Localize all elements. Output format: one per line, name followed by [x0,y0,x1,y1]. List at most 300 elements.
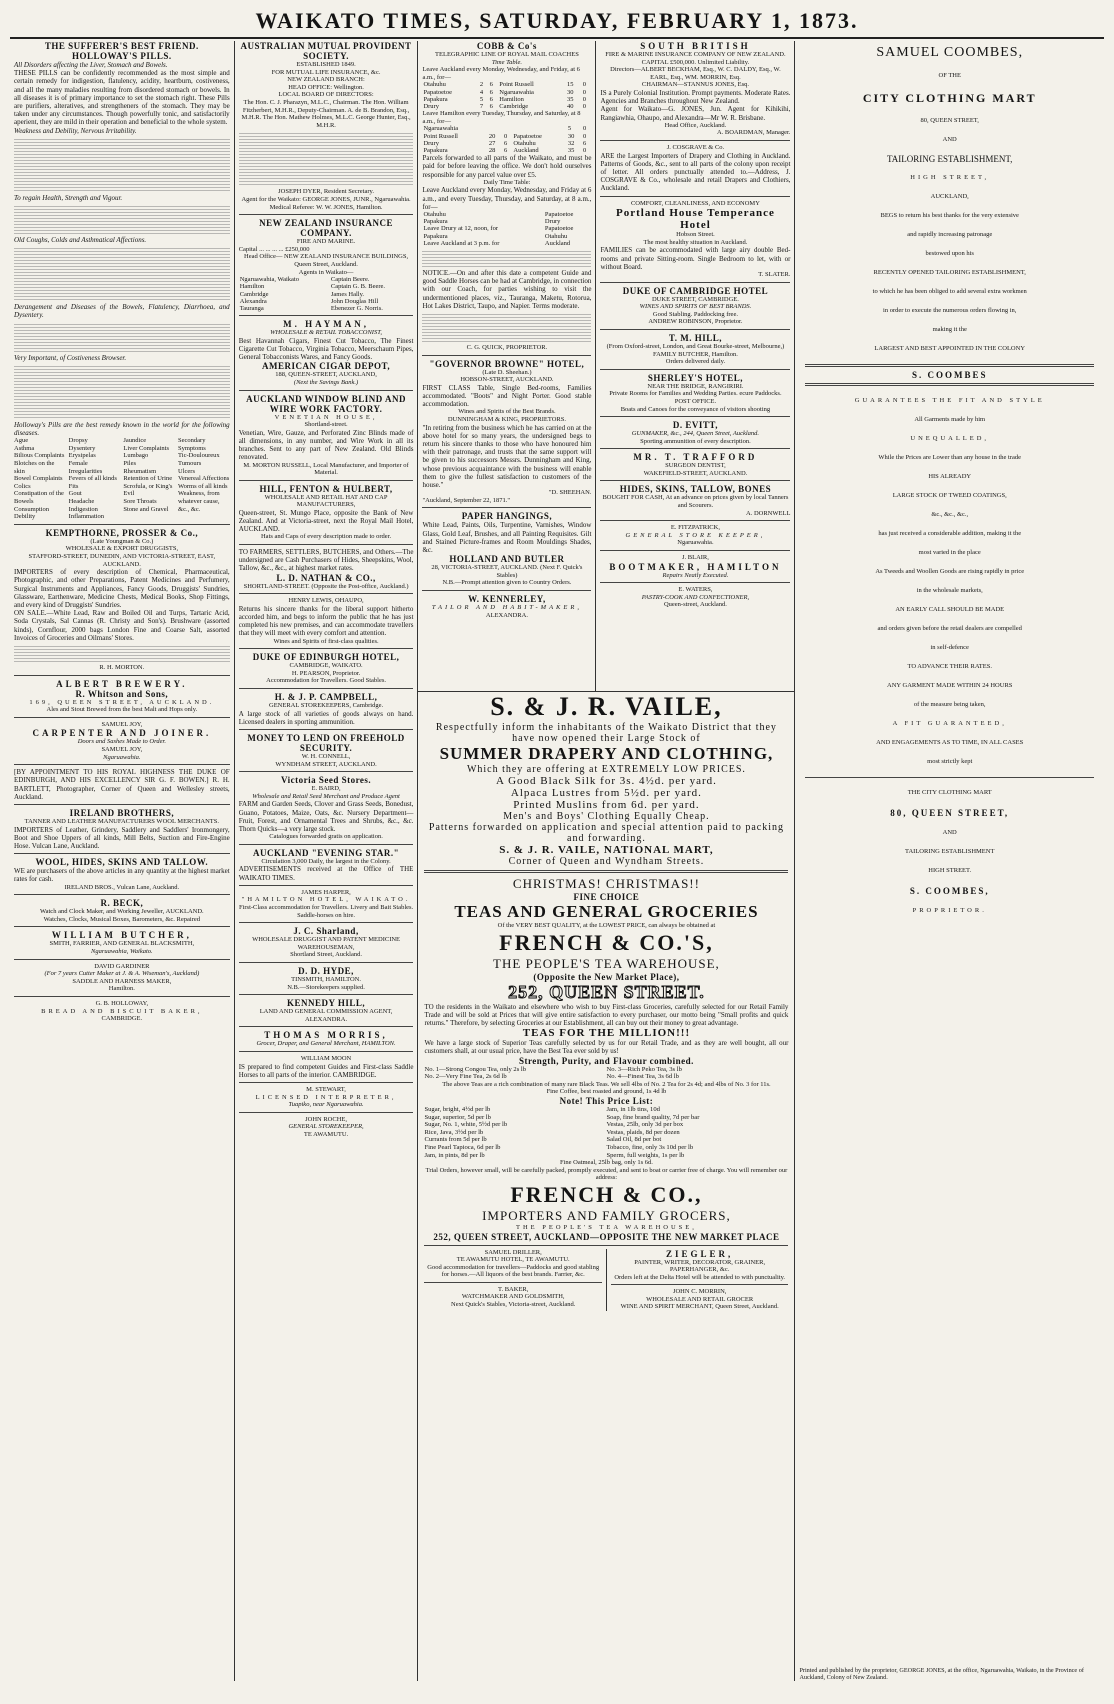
duke-cambridge-wines: WINES AND SPIRITS OF BEST BRANDS. [639,303,752,311]
coombes-line: and rapidly increasing patronage [907,231,993,238]
coombes-line: TO ADVANCE THEIR RATES. [907,663,992,670]
timetable-cell: Ngaruawahia [423,125,459,133]
price-item: Rice, Java, 3½d per lb [424,1128,484,1136]
bottom-ads [424,1249,788,1312]
duke-edinburgh-heading: DUKE OF EDINBURGH HOTEL, [252,652,400,663]
kennerley-address: ALEXANDRA. [485,611,528,619]
coombes-tailoring: TAILORING ESTABLISHMENT, [887,154,1013,164]
wool-body: WE are purchasers of the above articles in any quantity at the highest market rates for cash. [14,867,230,884]
agent-cell: Ngaruawahia, Waikato [239,276,299,284]
timetable-cell: 6 [489,95,493,103]
coombes-high-street: HIGH STREET, [910,174,990,181]
timetable-cell: 4 [479,88,484,96]
governor-browne-signature: "D. SHEEHAN. [548,489,592,497]
vaile-prices: Which they are offering at EXTREMELY LOW PRICES. [466,764,746,775]
timetable-cell: Ngaruawahia [499,88,534,96]
cobb-body-2: Leave Hamilton every Tuesday, Thursday, and Saturday, at 8 a.m., for— [422,110,581,125]
paper-hangings-body: White Lead, Paints, Oils, Turpentine, Varnishes, Window Glass, Gold Leaf, Brushes, and all Painting Requisites. Gilt and Stained Picture-frames and Room Mouldings Shades, &c. [422,521,592,555]
disease-item: Bilious Complaints [14,452,65,460]
duke-cambridge-address: DUKE STREET, CAMBRIDGE. [651,295,739,303]
disease-item: Constipation of the Bowels [14,490,64,505]
south-british-title: FIRE & MARINE INSURANCE COMPANY OF NEW ZEALAND. [605,51,786,58]
portland-signature: T. SLATER. [758,270,791,278]
disease-item: Retention of Urine [123,475,173,483]
disease-item: Sore Throats [123,498,157,505]
amp-title: FOR MUTUAL LIFE INSURANCE, &c. [271,68,381,76]
stop-row [422,225,591,232]
nathan-heading: L. D. NATHAN & CO., [276,572,376,583]
coombes-line: in order to execute the numerous orders flowing in, [883,307,1017,314]
waters-trade: PASTRY-COOK AND CONFECTIONER, [641,593,750,601]
gardiner-trade: SADDLE AND HARNESS MAKER, [72,977,172,985]
butcher-heading: WILLIAM BUTCHER, [51,930,192,941]
vaile-address: Corner of Queen and Wyndham Streets. [508,856,705,867]
lewis-sub: Wines and Spirits of first-class qualities. [273,637,379,645]
price-item: Vestas, plaids, 8d per dozen [606,1128,680,1136]
stop-cell: Papatoetoe [544,225,574,233]
kempthorne-address: STAFFORD-STREET, DUNEDIN, AND VICTORIA-STREET, EAST, AUCKLAND. [28,552,216,568]
coombes-line: LARGEST AND BEST APPOINTED IN THE COLONY [874,345,1026,352]
fitzpatrick-address: Ngaruawahia. [677,539,714,547]
coombes-line: most strictly kept [927,758,973,765]
evening-star-body: Circulation 3,000 Daily, the largest in the Colony. [261,857,391,865]
agent-cell: Captain G. B. Beere. [330,283,386,291]
timetable-cell: Point Russell [423,132,458,140]
albert-brewery-name: R. Whitson and Sons, [75,688,169,699]
stop-cell: Papakura [423,218,448,226]
coombes-line: All Garments made by him [914,416,986,423]
coombes-line: to which he has been obliged to add several extra workmen [872,288,1027,295]
stop-cell: Auckland [544,239,571,247]
coombes-line: 80, QUEEN STREET, [890,808,1010,818]
timetable-cell: Point Russell [499,81,534,89]
waters-address: Queen-street, Auckland. [663,601,727,609]
coombes-line: has just received a considerable addition, making it the [878,530,1022,537]
dornwell-heading: HIDES, SKINS, TALLOW, BONES [619,484,772,495]
timetable-cell: Drury [423,102,439,110]
timetable-cell: 15 [567,81,574,89]
tea-million-heading: TEAS FOR THE MILLION!!! [522,1027,691,1040]
coombes-address: 80, QUEEN STREET, [920,117,979,124]
vaile-title: S. & J. R. VAILE, [490,692,723,721]
joy-address: Ngaruawahia. [103,753,141,761]
duke-cambridge-proprietor: ANDREW ROBINSON, Proprietor. [648,318,743,326]
nzi-agents-label: Agents in Waikato— [298,268,354,276]
kempthorne-sub: (Late Youngman & Co.) [90,537,154,545]
text-block [422,249,591,267]
text-block [14,364,230,419]
coombes-line: HIGH STREET. [928,867,972,874]
sherley-body: Private Rooms for Families and Wedding Parties. ecure Paddocks. [609,390,782,398]
disease-item: Debility [14,513,36,521]
ireland-trade: TANNER AND LEATHER MANUFACTURERS WOOL MERCHANTS. [24,817,220,825]
seed-stores-name: E. BAIRD, [311,785,341,793]
holloway-body: THESE PILLS can be confidently recommended as the most simple and certain remedy for indigestion, flatulency, acidity, heartburn, costiveness, and all the many maladies resulting from disordered stomach or bowels. In all diseases it is of primary importance to set the stomach right. These Pills are purifiers, alteratives, and strengtheners of the stomach. They may be taken under any circumstances. Though powerfully tonic, and satisfactorily aperient, they are mild in their operation and beneficial to the whole system. [14,69,230,127]
moon-heading: WILLIAM MOON [300,1054,352,1062]
butcher-address: Ngaruawahia, Waikato. [90,947,153,955]
french-footer-name: FRENCH & CO., [510,1181,703,1207]
amp-directors-label: LOCAL BOARD OF DIRECTORS: [278,91,374,99]
text-block [14,246,230,301]
timetable-cell: Otahuhu [513,139,536,147]
disease-item: Jaundice [123,437,147,445]
morrin-trade: WHOLESALE AND RETAIL GROCER [646,1295,754,1303]
stop-row [422,211,591,218]
timetable-cell: Papakura [423,95,448,103]
coombes-line: bestowed upon his [925,250,974,257]
nzi-office: Head Office— NEW ZEALAND INSURANCE BUILDINGS, Queen Street, Auckland. [244,253,409,268]
timetable-cell: Papatoetoe [513,132,542,140]
vaile-footer: S. & J. R. VAILE, NATIONAL MART, [499,844,714,856]
waters-heading: E. WATERS, [678,586,713,594]
text-block [14,204,230,234]
timetable-cell: 30 [567,132,575,140]
timetable-cell: 6 [489,88,493,96]
coombes-signature: S. COOMBES, [909,886,990,896]
timetable-cell: 0 [582,88,586,96]
campbell-trade: GENERAL STOREKEEPERS, Cambridge. [269,702,384,710]
beck-sub: Watches, Clocks, Musical Boxes, Barometers, &c. Repaired [43,915,201,923]
trafford-heading: MR. T. TRAFFORD [633,452,758,463]
coombes-line: While the Prices are Lower than any house in the trade [878,454,1022,461]
coombes-line: in the wholesale markets, [916,587,983,594]
governor-browne-heading: "GOVERNOR BROWNE" HOTEL, [429,358,585,369]
ziegler-heading: ZIEGLER, [666,1248,734,1259]
price-list-left [424,1106,606,1159]
coombes-line: in self-defence [930,644,969,651]
driller-heading: SAMUEL DRILLER, [484,1248,542,1256]
driller-body: Good accommodation for travellers—Paddocks and good stabling for horses.—All liquors of the best brands. Farrier, &c. [427,1263,600,1279]
timetable-row [422,147,591,154]
stop-row [422,233,591,240]
amp-secretary: JOSEPH DYER, Resident Secretary. [278,188,374,196]
agent-cell: John Douglas Hill [330,297,379,305]
price-item: Jam, in 1lb tins, 10d [606,1105,660,1113]
campbell-heading: H. & J. P. CAMPBELL, [274,692,378,703]
middle-top [418,41,794,692]
timetable-cell: 6 [504,139,508,147]
timetable-cell: 2 [479,81,484,89]
blair-sub: Repairs Neatly Executed. [662,571,729,579]
tea-col [424,1066,606,1081]
ireland-heading: IRELAND BROTHERS, [69,807,175,818]
agent-cell: Alexandra [239,297,267,305]
holloway-heading: THE SUFFERER'S BEST FRIEND. [44,41,199,51]
joy-heading: SAMUEL JOY, [101,720,143,728]
harper-sub: First-Class accommodation for Travellers. Livery and Bait Stables. Saddle-horses on hire. [238,904,414,919]
nzi-capital: Capital ... ... ... ... £250,000 [238,245,310,253]
timetable-row [422,125,591,132]
gardiner-address: Hamilton. [108,985,135,993]
price-item: Soap, fine brand quality, 7d per bar [606,1113,700,1121]
french-body-3: The above Teas are a rich combination of many rare Black Teas. We sell 4lbs of No. 2 Tea for 2s 4d; and 4lbs of No. 3 for 11s. [442,1080,771,1088]
agent-cell: James Hally. [330,290,365,298]
timetable-cell: Cambridge [499,102,529,110]
blind-factory-house: VENETIAN HOUSE, [274,413,378,421]
spanning-ads [418,692,794,1612]
kennerley-trade: TAILOR AND HABIT-MAKER, [431,604,582,612]
governor-browne-address: HOBSON-STREET, AUCKLAND. [460,376,554,384]
cobb-proprietor: C. G. QUICK, PROPRIETOR. [466,344,548,352]
timetable-cell: 35 [567,95,574,103]
sherley-address: NEAR THE BRIDGE, RANGIRIRI. [647,382,744,390]
printer-imprint: Printed and published by the proprietor, GEORGE JONES, at the office, Ngaruawahia, Waikato, in the Province of Auckland, Colony of New Zealand. [799,1667,1084,1681]
timetable-cell: 32 [567,139,575,147]
governor-browne-letter: "In retiring from the business which he has carried on at the above hotel for so many years, the undersigned begs to return his sincere thanks to those who have honoured him with their patronage, and trusts that the same support will be given to his successors Messrs. Dunningham and King, whose previous acquaintance with the business will enable them to give the fullest satisfaction to customers of the house." [422,423,592,490]
disease-item: Secondary Symptoms [178,437,206,452]
kennerley-heading: W. KENNERLEY, [468,594,546,605]
stop-cell: Otahuhu [544,232,568,240]
disease-item: Lumbago [123,452,149,460]
evitt-sub: Sporting ammunition of every description. [640,437,751,445]
stop-cell: Leave Auckland at 3 p.m. for [423,239,500,247]
coombes-auckland: AUCKLAND, [930,193,969,200]
bottom-ads-left [424,1249,607,1312]
text-block [14,137,230,192]
driller-address: TE AWAMUTU HOTEL, TE AWAMUTU. [456,1256,570,1264]
beck-heading: R. BECK, [100,898,144,909]
timetable-row [422,96,591,103]
hayman-body: Best Havannah Cigars, Finest Cut Tobacco, The Finest Cigarette Cut Tobacco, Virginia Tobacco, Meerschaum Pipes, General Tobacconists Wares, and Fancy Goods. [238,336,414,362]
ziegler-sub: Orders left at the Delta Hotel will be attended to with punctuality. [614,1273,786,1281]
timetable-row [422,89,591,96]
french-body-2: We have a large stock of Superior Teas carefully selected by us for our Retail Trade, and as they are well bought, all our customers shall, at our usual price, have the Best Tea ever sold by us! [424,1039,789,1056]
timetable-cell: Papatoetoe [423,88,452,96]
harper-hotel: "HAMILTON HOTEL, WAIKATO. [241,896,411,904]
duke-edinburgh-address: CAMBRIDGE, WAIKATO. [289,662,363,670]
money-heading: MONEY TO LEND ON FREEHOLD SECURITY. [247,733,405,754]
duke-edinburgh-sub: Accommodation for Travellers. Good Stables. [266,677,386,685]
price-item: Sugar, bright, 4½d per lb [424,1105,491,1113]
kennedy-hill-trade: LAND AND GENERAL COMMISSION AGENT, ALEXANDRA. [259,1008,393,1023]
french-intro: Of the VERY BEST QUALITY, at the LOWEST PRICE, can always be obtained at [497,922,716,929]
south-british-office: Head Office, Auckland. [664,121,727,129]
timetable-cell [503,125,512,132]
albert-brewery-heading: ALBERT BREWERY. [56,678,188,689]
governor-browne-date: "Auckland, September 22, 1871." [422,496,511,504]
paper-hangings-heading: PAPER HANGINGS, [461,511,553,522]
vaile-heading: SUMMER DRAPERY AND CLOTHING, [439,744,774,763]
ireland-body: IMPORTERS of Leather, Grindery, Saddlery and Saddlers' Ironmongery, Boot and Shoe Uppers of all kinds, Mill Belts, Suction and Fire-Engine Hose. Vulcan Lane, Auckland. [14,825,230,850]
duke-cambridge-sub: Good Stabling. Paddocking free. [652,310,738,318]
disease-item: Rheumatism [123,467,157,475]
advertisements-body: ADVERTISEMENTS received at the Office of THE WAIKATO TIMES. [238,865,414,882]
holloway-baker-trade: BREAD AND BISCUIT BAKER, [41,1007,203,1015]
disease-item: Piles [123,460,136,468]
disease-item: Bowel Complaints [14,475,63,483]
south-british-directors: Directors—ALBERT BECKHAM, Esq., W. C. DALDY, Esq., W. EARL, Esq., WM. MORRIN, Esq. [610,66,781,81]
disease-item: Fevers of all kinds [68,475,117,483]
hill-fenton-body: Queen-street, St. Mungo Place, opposite the Bank of New Zealand. And at Victoria-street, next the Royal Mail Hotel, AUCKLAND. [238,508,414,534]
roche-heading: JOHN ROCHE, [305,1115,348,1123]
south-british-body: IS a Purely Colonial Institution. Prompt payments. Moderate Rates. Agencies and Branches throughout New Zealand. [600,88,791,106]
coombes-line: of the measure being taken, [913,701,986,708]
cigar-depot-heading: AMERICAN CIGAR DEPOT, [262,361,391,372]
tea-item: No. 1—Strong Congou Tea, only 2s lb [424,1065,527,1073]
timetable-cell: Otahuhu [423,81,446,89]
french-footer-address: 252, QUEEN STREET, AUCKLAND—OPPOSITE THE NEW MARKET PLACE [433,1231,780,1242]
joy-trade: CARPENTER AND JOINER. [32,728,212,739]
column-5 [795,41,1104,1681]
french-opposite: (Opposite the New Market Place), [533,971,680,982]
timetable-cell: 27 [488,139,496,147]
disease-item: Weakness, from whatever cause, &c., &c. [178,490,220,513]
coombes-line: HIS ALREADY [928,473,972,480]
bartlett-body: [BY APPOINTMENT TO HIS ROYAL HIGHNESS THE DUKE OF EDINBURGH, AND HIS EXCELLENCY SIR G. F. BOWEN.] R. H. BARTLETT, Photographer, Corner of Queen and Wellesley streets, Auckland. [14,768,230,801]
timetable-cell [512,125,566,132]
cobb-title: TELEGRAPHIC LINE OF ROYAL MAIL COACHES [435,51,579,58]
price-list-heading: Note! This Price List: [559,1095,654,1106]
holland-butler-heading: HOLLAND AND BUTLER [449,554,565,565]
disease-item: Blotches on the skin [14,460,55,475]
timetable-row [422,140,591,147]
coombes-line: BEGS to return his best thanks for the very extensive [880,212,1019,219]
sale-body: ON SALE.—White Lead, Raw and Boiled Oil and Turps, Tartaric Acid, Soda Crystals, Sal Cannas (R. Christy and Son's). Brushware (assorted kinds), Cornflour, 2000 bags London Fine and Coarse Salt, assorted Invoices of Groceries and Oilmans' Stores. [14,609,230,642]
coombes-line: RECENTLY OPENED TAILORING ESTABLISHMENT, [873,269,1026,276]
agent-row [239,276,414,283]
timetable-cell: 7 [479,102,484,110]
timetable-cell: 5 [479,95,484,103]
seed-stores-sub: Catalogues forwarded gratis on application. [269,833,383,841]
cobb-timetable-2 [422,125,591,154]
trafford-trade: SURGEON DENTIST, [665,462,726,470]
beck-body: Watch and Clock Maker, and Working Jeweller, AUCKLAND. [40,908,204,916]
holloway-subhead: Derangement and Diseases of the Bowels, Flatulency, Diarrhoea, and Dysentery. [14,303,230,320]
column-1 [10,41,235,1681]
sharland-address: Shortland Street, Auckland. [290,951,362,959]
coombes-line: making it the [932,326,967,333]
south-british-chairman: CHAIRMAN—STANNUS JONES, Esq. [641,81,749,89]
timetable-cell: 0 [582,102,586,110]
nzi-agents-table [239,276,414,312]
governor-browne-sub: (Late D. Sheehan.) [482,368,532,376]
tea-col [606,1066,788,1081]
coombes-line: As Tweeds and Woollen Goods are rising rapidly in price [875,568,1025,575]
timetable-cell: 0 [504,132,508,140]
coombes-line: and orders given before the retail dealers are compelled [877,625,1022,632]
portland-address: Hobson Street. [676,231,715,239]
wool-signature: IRELAND BROS., Vulcan Lane, Auckland. [64,883,180,891]
timetable-row [422,103,591,110]
stop-row [422,240,591,247]
agent-cell: Cambridge [239,290,269,298]
wool-heading: WOOL, HIDES, SKINS AND TALLOW. [35,857,209,868]
timetable-cell: 0 [583,146,587,154]
seed-stores-body: FARM and Garden Seeds, Clover and Grass Seeds, Bonedust, Guano, Potatoes, Maize, Oats, &c. Nursery Department—Fruit, Forest, and Ornamental Trees and Shrubs, &c., &c. Thorn Quicks—a very large stock. [238,800,414,834]
tea-item: No. 2—Very Fine Tea, 2s 6d lb [424,1073,507,1081]
amp-directors: The Hon. C. J. Pharazyn, M.L.C., Chairman. The Hon. William Fitzherbert, M.H.R., Deputy-Chairman. A. de B. Brandon, Esq., M.H.R. The Hon. Mathew Holmes, M.L.C. George Hunter, Esq., M.H.R. [241,98,411,129]
tea-item: No. 4—Finest Tea, 3s 6d lb [606,1073,679,1081]
nathan-body: TO FARMERS, SETTLERS, BUTCHERS, and Others.—The undersigned are Cash Purchasers of Hides, Sheepskins, Wool, Tallow, &c., &c., at highest market rates. [238,548,414,573]
cobb-timetable-1 [422,81,591,110]
agent-cell: Captain Beere. [330,276,370,284]
hayman-trade: WHOLESALE & RETAIL TOBACCONIST, [270,329,382,337]
holloway-subhead: Old Coughs, Colds and Asthmatical Affections. [14,236,147,245]
nzi-type: FIRE AND MARINE. [296,238,356,246]
hill-fenton-heading: HILL, FENTON & HULBERT, [259,483,393,494]
disease-item: Stone and Gravel [123,505,169,513]
disease-item: Inflammation [68,513,105,521]
seed-stores-heading: Victoria Seed Stores. [280,775,372,786]
disease-item: Colics [14,482,31,490]
timetable-cell: 5 [567,125,572,133]
price-item: Sugar, superior, 5d per lb [424,1113,491,1121]
holland-butler-address: 28, VICTORIA-STREET, AUCKLAND. (Next F. Quick's Stables) [431,564,583,579]
vaile-line-1: A Good Black Silk for 3s. 4½d. per yard. [496,775,717,787]
disease-item: Liver Complaints [123,444,170,452]
vaile-line-4: Men's and Boys' Clothing Equally Cheap. [503,811,710,822]
roche-trade: GENERAL STOREKEEPER, [288,1123,364,1131]
disease-item: Headache [68,498,95,505]
french-footer-grocers: IMPORTERS AND FAMILY GROCERS, [482,1207,731,1223]
vaile-line-2: Alpaca Lustres from 5½d. per yard. [510,787,702,799]
albert-brewery-body: Ales and Stout Brewed from the best Malt and Hops only. [46,706,198,714]
coombes-line: A FIT GUARANTEED, [892,720,1007,727]
vaile-line-3: Printed Muslins from 6d. per yard. [513,799,700,811]
timetable-cell: 28 [488,146,496,154]
french-orders: Trial Orders, however small, will be carefully packed, promptly executed, and sent to boat or carrier free of charge. You will remember our address: [425,1166,788,1182]
kennedy-hill-heading: KENNEDY HILL, [286,998,366,1009]
disease-item: Fits [68,482,79,490]
stop-cell: Drury [544,218,561,226]
timetable-cell: Auckland [513,146,539,154]
amp-heading: AUSTRALIAN MUTUAL PROVIDENT SOCIETY. [240,41,412,61]
french-name: FRENCH & CO.'S, [499,929,714,955]
portland-heading: Portland House Temperance Hotel [616,207,775,232]
south-british-agents: Agent for Waikato—G. JONES, Jun. Agent for Kihikihi, Rangiawhia, Ohaupo, and Alexandra—Mr W. R. Brisbane. [600,105,791,122]
text-block [14,322,230,352]
hyde-sub: N.B.—Storekeepers supplied. [287,983,365,991]
french-coffee: Fine Coffee, best roasted and ground, 1s 4d lb [546,1088,667,1096]
disease-item: Erysipelas [68,452,96,460]
stop-cell: Leave Drury at 12, noon, for [423,225,498,233]
joy-sub: Doors and Sashes Made to Order. [77,738,166,746]
price-item: Salad Oil, 8d per bot [606,1136,662,1144]
amp-office: HEAD OFFICE: Wellington. [288,83,364,91]
text-block [14,644,230,662]
coombes-name: SAMUEL COOMBES, [876,45,1024,60]
french-body: TO the residents in the Waikato and elsewhere who wish to buy First-class Groceries, carefully selected for our Retail Family Trade and will be sold at Prices that will give entire satisfaction to every purchaser, our motto being "Small profits and quick returns." Therefore, by selecting Groceries at our Establishment, all can buy out their money to great advantage. [424,1002,789,1027]
masthead [10,4,1104,39]
columns [10,41,1104,1681]
morrin-heading: JOHN C. MORRIN, [672,1288,727,1296]
blind-factory-address: Shortland-street. [304,421,348,429]
coombes-proprietor: PROPRIETOR. [912,907,987,914]
price-list [424,1106,788,1159]
stop-cell: Papakura [423,232,448,240]
disease-item: Asthma [14,444,35,452]
timetable-cell: Drury [423,139,439,147]
timetable-cell: 0 [583,125,587,133]
cobb-body: Leave Auckland every Monday, Wednesday, and Friday, at 6 a.m., for— [422,66,580,81]
stop-cell: Papatoetoe [544,211,574,218]
coombes-of: OF THE [938,72,961,79]
amp-branch: NEW ZEALAND BRANCH: [287,76,365,84]
timetable-cell: 35 [567,146,575,154]
holloway-title: HOLLOWAY'S PILLS. [71,51,172,61]
kempthorne-trade: WHOLESALE & EXPORT DRUGGISTS, [65,545,179,553]
governor-browne-body: FIRST CLASS Table, Single Bed-rooms, Families accommodated. "Boots" and Night Porter. Good stable accommodation. [422,383,592,409]
timetable-cell: 6 [504,146,508,154]
fitzpatrick-trade: GENERAL STORE KEEPER, [625,531,766,539]
cigar-depot-address: 188, QUEEN-STREET, AUCKLAND, [275,371,377,379]
cobb-stops-table [422,211,591,247]
stop-row [422,218,591,225]
disease-item: Dysentery [68,444,96,452]
disease-item: Consumption [14,505,50,513]
column-4 [596,41,794,691]
amp-established: ESTABLISHED 1849. [296,61,356,68]
